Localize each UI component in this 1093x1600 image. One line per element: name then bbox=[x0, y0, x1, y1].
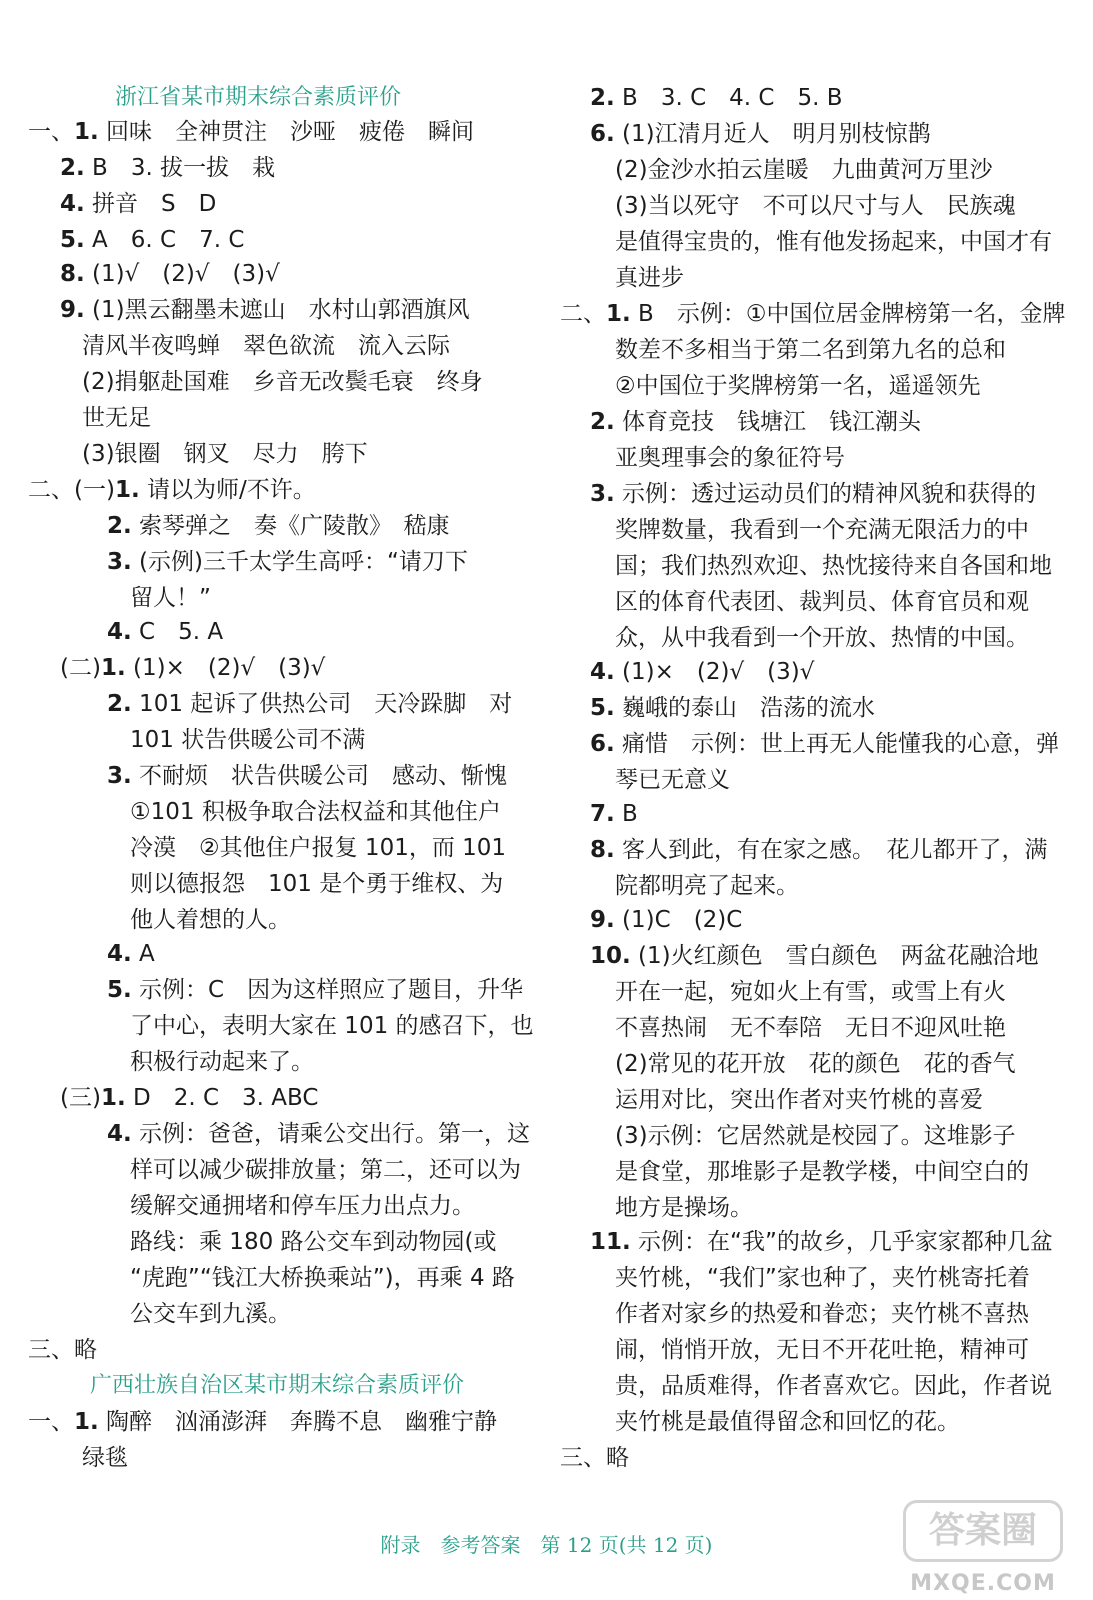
answer-text: 不耐烦 状告供暖公司 感动、惭愧 bbox=[131, 763, 508, 789]
answer-text: 不喜热闹 无不奉陪 无日不迎风吐艳 bbox=[615, 1015, 1006, 1041]
answer-text: 众，从中我看到一个开放、热情的中国。 bbox=[615, 625, 1029, 651]
answer-line bbox=[82, 364, 483, 400]
question-number: 4. bbox=[107, 619, 132, 645]
answer-text: (3)当以死守 不可以尺寸与人 民族魂 bbox=[615, 193, 1016, 219]
answer-text: 缓解交通拥堵和停车压力出点力。 bbox=[130, 1193, 475, 1219]
answer-line bbox=[590, 726, 1059, 762]
answer-text: 路线：乘 180 路公交车到动物园(或 bbox=[130, 1229, 497, 1255]
answer-line bbox=[615, 1260, 1030, 1296]
answer-line bbox=[615, 368, 981, 404]
answer-line bbox=[615, 1404, 960, 1440]
answer-line bbox=[615, 224, 1052, 260]
answer-text: B 3. C 4. C 5. B bbox=[614, 85, 843, 111]
answer-line bbox=[560, 1440, 629, 1476]
question-number: 8. bbox=[60, 261, 85, 287]
answer-text: 数差不多相当于第二名到第九名的总和 bbox=[615, 337, 1006, 363]
answer-text: 世无足 bbox=[82, 405, 151, 431]
answer-text: 贵，品质难得，作者喜欢它。因此，作者说 bbox=[615, 1373, 1052, 1399]
answer-line bbox=[82, 400, 151, 436]
answer-text: 客人到此，有在家之感。 花儿都开了，满 bbox=[614, 837, 1048, 863]
answer-line bbox=[82, 436, 368, 472]
answer-line bbox=[130, 794, 501, 830]
answer-line bbox=[130, 580, 211, 616]
section-marker: 二、(一) bbox=[28, 477, 115, 503]
answer-text: 夹竹桃，“我们”家也种了，夹竹桃寄托着 bbox=[615, 1265, 1030, 1291]
answer-line bbox=[615, 548, 1052, 584]
answer-text: 闹，悄悄开放，无日不开花吐艳，精神可 bbox=[615, 1337, 1029, 1363]
section-marker: (三) bbox=[60, 1085, 101, 1111]
answer-text: (示例)三千太学生高呼：“请刀下 bbox=[131, 549, 468, 575]
answer-line bbox=[107, 508, 450, 544]
section-marker: (二) bbox=[60, 655, 101, 681]
answer-line bbox=[60, 256, 280, 292]
answer-text: 三、略 bbox=[560, 1445, 629, 1471]
answer-line bbox=[130, 1224, 497, 1260]
answer-text: 拼音 S D bbox=[84, 191, 217, 217]
answer-text: (2)金沙水拍云崖暖 九曲黄河万里沙 bbox=[615, 157, 993, 183]
answer-line bbox=[615, 868, 799, 904]
answer-line bbox=[130, 1008, 534, 1044]
question-number: 1. bbox=[114, 477, 140, 503]
answer-text: (1)C (2)C bbox=[614, 907, 743, 933]
question-number: 8. bbox=[590, 837, 615, 863]
answer-text: 地方是操场。 bbox=[615, 1195, 753, 1221]
answer-line bbox=[107, 614, 223, 650]
answer-line bbox=[615, 1046, 1016, 1082]
answer-line bbox=[107, 936, 155, 972]
answer-text: 公交车到九溪。 bbox=[130, 1301, 291, 1327]
answer-line bbox=[615, 512, 1029, 548]
answer-line bbox=[130, 1260, 515, 1296]
answer-line bbox=[615, 1082, 983, 1118]
answer-line bbox=[615, 974, 1006, 1010]
question-number: 1. bbox=[74, 119, 99, 145]
answer-text: (2)常见的花开放 花的颜色 花的香气 bbox=[615, 1051, 1016, 1077]
answer-line bbox=[615, 152, 993, 188]
answer-line bbox=[107, 544, 468, 580]
answer-line bbox=[130, 866, 503, 902]
answer-line bbox=[28, 472, 316, 508]
answer-text: 清风半夜鸣蝉 翠色欲流 流入云际 bbox=[82, 333, 450, 359]
answer-text: 冷漠 ②其他住户报复 101，而 101 bbox=[130, 835, 507, 861]
answer-text: “虎跑”“钱江大桥换乘站”)，再乘 4 路 bbox=[130, 1265, 515, 1291]
answer-text: 101 起诉了供热公司 天冷跺脚 对 bbox=[131, 691, 513, 717]
answer-text: 示例：透过运动员们的精神风貌和获得的 bbox=[614, 481, 1037, 507]
answer-text: 示例：C 因为这样照应了题目，升华 bbox=[131, 977, 524, 1003]
answer-line bbox=[615, 1332, 1029, 1368]
question-number: 3. bbox=[107, 549, 132, 575]
answer-text: 积极行动起来了。 bbox=[130, 1049, 314, 1075]
answer-line bbox=[590, 476, 1036, 512]
answer-line bbox=[615, 1118, 1016, 1154]
question-number: 11. bbox=[590, 1229, 631, 1255]
answer-line bbox=[560, 296, 1065, 332]
title-text: 浙江省某市期末综合素质评价 bbox=[115, 85, 402, 110]
answer-line bbox=[28, 1332, 97, 1368]
question-number: 10. bbox=[590, 943, 631, 969]
answer-line bbox=[60, 292, 470, 328]
question-number: 4. bbox=[107, 941, 132, 967]
question-number: 2. bbox=[590, 85, 615, 111]
answer-text: 示例：在“我”的故乡，几乎家家都种几盆 bbox=[630, 1229, 1053, 1255]
question-number: 4. bbox=[60, 191, 85, 217]
answer-line bbox=[130, 830, 506, 866]
question-number: 4. bbox=[590, 659, 615, 685]
question-number: 2. bbox=[107, 691, 132, 717]
answer-text: 真进步 bbox=[615, 265, 684, 291]
answer-line bbox=[60, 650, 325, 686]
answer-line bbox=[615, 1010, 1006, 1046]
question-number: 4. bbox=[107, 1121, 132, 1147]
answer-line bbox=[130, 1296, 291, 1332]
answer-line bbox=[615, 620, 1029, 656]
answer-line bbox=[28, 1404, 497, 1440]
answer-line bbox=[107, 972, 523, 1008]
answer-line bbox=[590, 404, 921, 440]
answer-line bbox=[615, 440, 845, 476]
answer-text: 体育竞技 钱塘江 钱江潮头 bbox=[614, 409, 922, 435]
answer-text: 巍峨的泰山 浩荡的流水 bbox=[614, 695, 876, 721]
answer-text: (1)√ (2)√ (3)√ bbox=[84, 261, 280, 287]
answer-text: 是值得宝贵的，惟有他发扬起来，中国才有 bbox=[615, 229, 1052, 255]
answer-text: 回味 全神贯注 沙哑 疲倦 瞬间 bbox=[98, 119, 475, 145]
answer-line bbox=[615, 584, 1029, 620]
question-number: 1. bbox=[100, 1085, 126, 1111]
question-number: 2. bbox=[107, 513, 132, 539]
question-number: 2. bbox=[590, 409, 615, 435]
answer-text: 他人着想的人。 bbox=[130, 907, 291, 933]
answer-text: B 示例：①中国位居金牌榜第一名，金牌 bbox=[630, 301, 1066, 327]
section-marker: 二、 bbox=[560, 301, 606, 327]
answer-line bbox=[615, 332, 1006, 368]
answer-text: 国；我们热烈欢迎、热忱接待来自各国和地 bbox=[615, 553, 1052, 579]
answer-text: 留人！” bbox=[130, 585, 211, 611]
answer-text: 三、略 bbox=[28, 1337, 97, 1363]
answer-text: 陶醉 汹涌澎湃 奔腾不息 幽雅宁静 bbox=[98, 1409, 498, 1435]
answer-line bbox=[130, 1044, 314, 1080]
answer-line bbox=[590, 832, 1048, 868]
title-text: 广西壮族自治区某市期末综合素质评价 bbox=[90, 1373, 465, 1398]
answer-line bbox=[130, 902, 291, 938]
answer-line bbox=[107, 686, 512, 722]
answer-line bbox=[130, 722, 365, 758]
question-number: 7. bbox=[590, 801, 615, 827]
question-number: 5. bbox=[107, 977, 132, 1003]
answer-text: 琴已无意义 bbox=[615, 767, 730, 793]
answer-text: 痛惜 示例：世上再无人能懂我的心意，弹 bbox=[614, 731, 1060, 757]
answer-line bbox=[590, 938, 1039, 974]
answer-text: (3)示例：它居然就是校园了。这堆影子 bbox=[615, 1123, 1016, 1149]
answer-line bbox=[590, 116, 931, 152]
answer-text: (1)× (2)√ (3)√ bbox=[614, 659, 815, 685]
answer-line bbox=[590, 80, 843, 116]
answer-text: (2)捐躯赴国难 乡音无改鬓毛衰 终身 bbox=[82, 369, 483, 395]
answer-line bbox=[60, 1080, 318, 1116]
watermark-logo: 答案圈 bbox=[903, 1500, 1063, 1562]
answer-line bbox=[82, 328, 450, 364]
answer-text: 请以为师/不许。 bbox=[139, 477, 316, 503]
section-marker: 一、 bbox=[28, 119, 74, 145]
answer-text: (1)黑云翻墨未遮山 水村山郭酒旗风 bbox=[84, 297, 470, 323]
answer-line bbox=[615, 1190, 753, 1226]
answer-line bbox=[60, 222, 244, 258]
answer-text: C 5. A bbox=[131, 619, 224, 645]
section-title bbox=[115, 80, 401, 116]
answer-text: 亚奥理事会的象征符号 bbox=[615, 445, 845, 471]
answer-line bbox=[28, 114, 474, 150]
answer-text: (3)银圈 钢叉 尽力 胯下 bbox=[82, 441, 368, 467]
answer-text: (1)火红颜色 雪白颜色 两盆花融洽地 bbox=[630, 943, 1039, 969]
question-number: 1. bbox=[74, 1409, 99, 1435]
answer-text: 开在一起，宛如火上有雪，或雪上有火 bbox=[615, 979, 1006, 1005]
watermark bbox=[883, 1500, 1083, 1596]
page-footer: 附录 参考答案 第 12 页(共 12 页) bbox=[380, 1533, 713, 1557]
answer-line bbox=[590, 1224, 1053, 1260]
answer-line bbox=[615, 260, 684, 296]
answer-text: A bbox=[131, 941, 155, 967]
answer-text: (1)江清月近人 明月别枝惊鹊 bbox=[614, 121, 931, 147]
section-title bbox=[90, 1368, 464, 1404]
answer-text: 运用对比，突出作者对夹竹桃的喜爱 bbox=[615, 1087, 983, 1113]
question-number: 9. bbox=[60, 297, 85, 323]
answer-text: ①101 积极争取合法权益和其他住户 bbox=[130, 799, 501, 825]
answer-text: 夹竹桃是最值得留念和回忆的花。 bbox=[615, 1409, 960, 1435]
answer-line bbox=[590, 690, 875, 726]
question-number: 6. bbox=[590, 121, 615, 147]
answer-line bbox=[615, 1154, 1029, 1190]
answer-text: 示例：爸爸，请乘公交出行。第一，这 bbox=[131, 1121, 531, 1147]
question-number: 1. bbox=[606, 301, 631, 327]
answer-text: 则以德报怨 101 是个勇于维权、为 bbox=[130, 871, 504, 897]
answer-text: 索琴弹之 奏《广陵散》 嵇康 bbox=[131, 513, 450, 539]
answer-line bbox=[130, 1152, 521, 1188]
answer-text: 绿毯 bbox=[82, 1445, 128, 1471]
answer-text: 奖牌数量，我看到一个充满无限活力的中 bbox=[615, 517, 1029, 543]
answer-line bbox=[615, 188, 1016, 224]
watermark-text: MXQE.COM bbox=[910, 1571, 1056, 1596]
answer-line bbox=[590, 796, 638, 832]
answer-text: 样可以减少碳排放量；第二，还可以为 bbox=[130, 1157, 521, 1183]
answer-text: (1)× (2)√ (3)√ bbox=[125, 655, 326, 681]
answer-text: B bbox=[614, 801, 638, 827]
answer-line bbox=[590, 654, 814, 690]
answer-text: 院都明亮了起来。 bbox=[615, 873, 799, 899]
answer-text: 是食堂，那堆影子是教学楼，中间空白的 bbox=[615, 1159, 1029, 1185]
answer-text: 区的体育代表团、裁判员、体育官员和观 bbox=[615, 589, 1029, 615]
answer-line bbox=[60, 186, 216, 222]
answer-text: 作者对家乡的热爱和眷恋；夹竹桃不喜热 bbox=[615, 1301, 1029, 1327]
answer-text: ②中国位于奖牌榜第一名，遥遥领先 bbox=[615, 373, 981, 399]
answer-text: B 3. 拔一拔 栽 bbox=[84, 155, 276, 181]
answer-line bbox=[60, 150, 275, 186]
question-number: 2. bbox=[60, 155, 85, 181]
answer-line bbox=[615, 1368, 1052, 1404]
question-number: 3. bbox=[107, 763, 132, 789]
section-marker: 一、 bbox=[28, 1409, 74, 1435]
answer-text: 101 状告供暖公司不满 bbox=[130, 727, 366, 753]
answer-text: 了中心，表明大家在 101 的感召下，也 bbox=[130, 1013, 534, 1039]
answer-line bbox=[615, 1296, 1029, 1332]
answer-line bbox=[130, 1188, 475, 1224]
answer-line bbox=[615, 762, 730, 798]
question-number: 9. bbox=[590, 907, 615, 933]
answer-text: A 6. C 7. C bbox=[84, 227, 245, 253]
answer-line bbox=[590, 902, 742, 938]
answer-line bbox=[82, 1440, 128, 1476]
question-number: 5. bbox=[60, 227, 85, 253]
answer-line bbox=[107, 758, 507, 794]
question-number: 1. bbox=[100, 655, 126, 681]
answer-line bbox=[107, 1116, 530, 1152]
question-number: 6. bbox=[590, 731, 615, 757]
question-number: 3. bbox=[590, 481, 615, 507]
answer-text: D 2. C 3. ABC bbox=[125, 1085, 319, 1111]
question-number: 5. bbox=[590, 695, 615, 721]
